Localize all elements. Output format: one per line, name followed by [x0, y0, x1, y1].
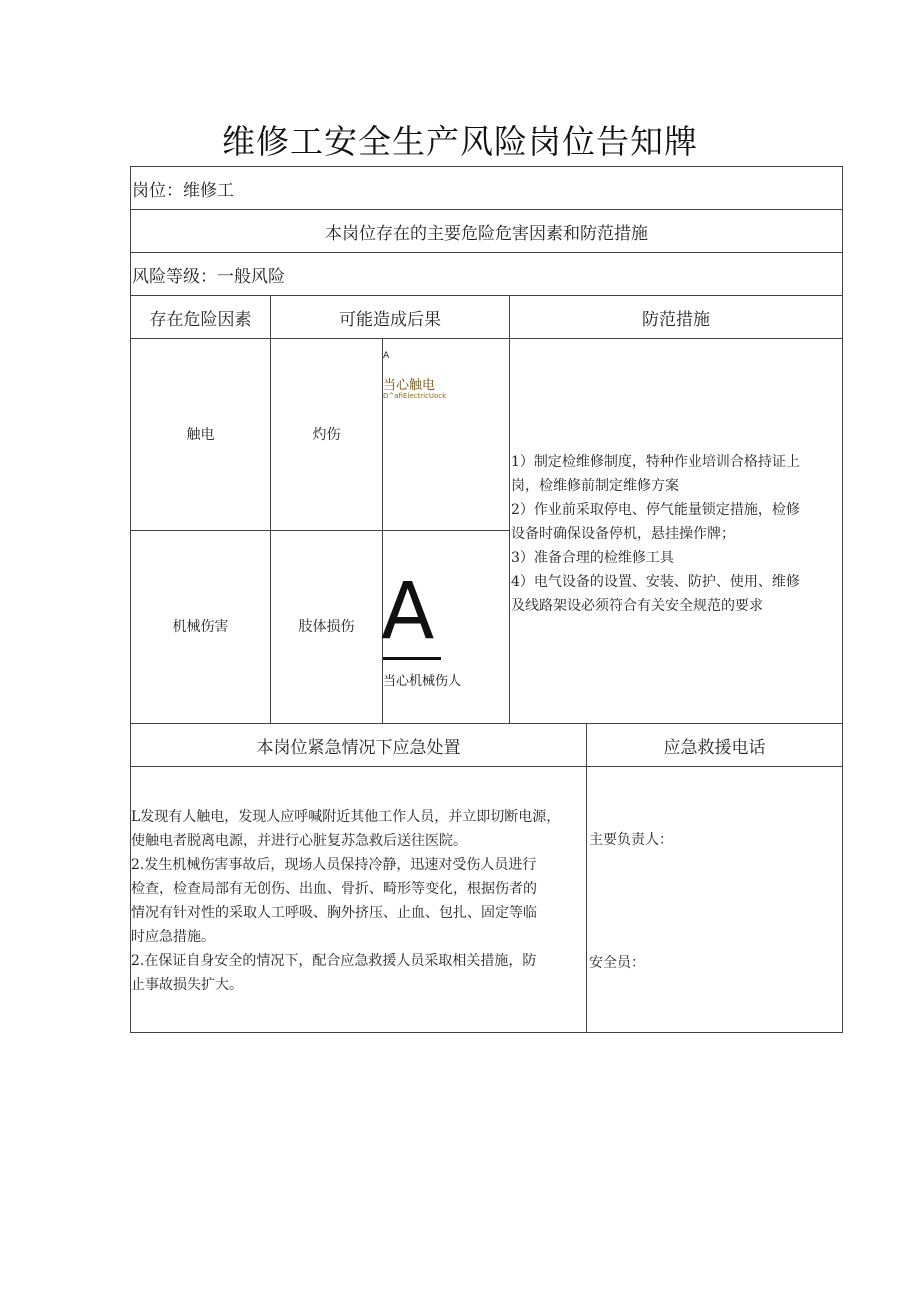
measure-line: 1）制定检维修制度，特种作业培训合格持证上 — [511, 454, 800, 470]
sign-title-electric: 当心触电 — [383, 378, 436, 393]
consequence-limb-injury: 肢体损伤 — [298, 619, 355, 635]
emergency-line: 检查，检查局部有无创伤、出血、骨折、畸形等变化，根据伤者的 — [131, 881, 537, 897]
measure-line: 3）准备合理的检维修工具 — [511, 550, 674, 566]
contact-safety: 安全员： — [589, 955, 645, 971]
hazard-electric-shock: 触电 — [186, 426, 215, 443]
warning-triangle-icon: A — [383, 351, 390, 361]
page-title: 维修工安全生产风险岗位告知牌 — [222, 122, 698, 161]
section-heading: 本岗位存在的主要危险危害因素和防范措施 — [325, 223, 648, 244]
sign-subtitle-electric: D^afiElectricUock — [383, 392, 447, 400]
header-consequence: 可能造成后果 — [339, 309, 441, 330]
emergency-line: L发现有人触电，发现人应呼喊附近其他工作人员，并立即切断电源， — [131, 809, 561, 825]
emergency-line: 2.发生机械伤害事故后，现场人员保持冷静，迅速对受伤人员进行 — [131, 857, 537, 873]
emergency-line: 情况有针对性的采取人工呼吸、胸外挤压、止血、包扎、固定等临 — [131, 905, 537, 921]
emergency-phone-heading: 应急救援电话 — [663, 737, 766, 758]
emergency-line: 时应急措施。 — [131, 929, 215, 945]
risk-level: 风险等级：一般风险 — [132, 266, 285, 287]
sign-title-mechanical: 当心机械伤人 — [383, 674, 462, 689]
emergency-line: 止事故损失扩大。 — [131, 977, 243, 993]
emergency-line: 2.在保证自身安全的情况下，配合应急救援人员采取相关措施，防 — [131, 953, 537, 969]
measures-list — [511, 450, 841, 618]
measure-line: 及线路架设必须符合有关安全规范的要求 — [511, 598, 763, 614]
emergency-heading: 本岗位紧急情况下应急处置 — [256, 737, 461, 758]
consequence-burn: 灼伤 — [312, 426, 341, 443]
header-hazard: 存在危险因素 — [149, 309, 252, 330]
measure-line: 设备时确保设备停机，悬挂操作牌； — [511, 526, 735, 542]
sign-underline — [383, 657, 441, 660]
emergency-procedure — [131, 805, 585, 997]
warning-triangle-icon: A — [381, 567, 435, 657]
measure-line: 岗，检维修前制定维修方案 — [511, 478, 679, 494]
hazard-mechanical-injury: 机械伤害 — [172, 619, 229, 635]
post-label: 岗位：维修工 — [132, 180, 234, 201]
measure-line: 4）电气设备的设置、安装、防护、使用、维修 — [511, 574, 800, 590]
emergency-line: 使触电者脱离电源，并进行心脏复苏急救后送往医院。 — [131, 833, 467, 849]
header-measures: 防范措施 — [642, 309, 710, 330]
measure-line: 2）作业前采取停电、停气能量锁定措施，检修 — [511, 502, 800, 518]
contact-primary: 主要负责人： — [589, 832, 673, 848]
